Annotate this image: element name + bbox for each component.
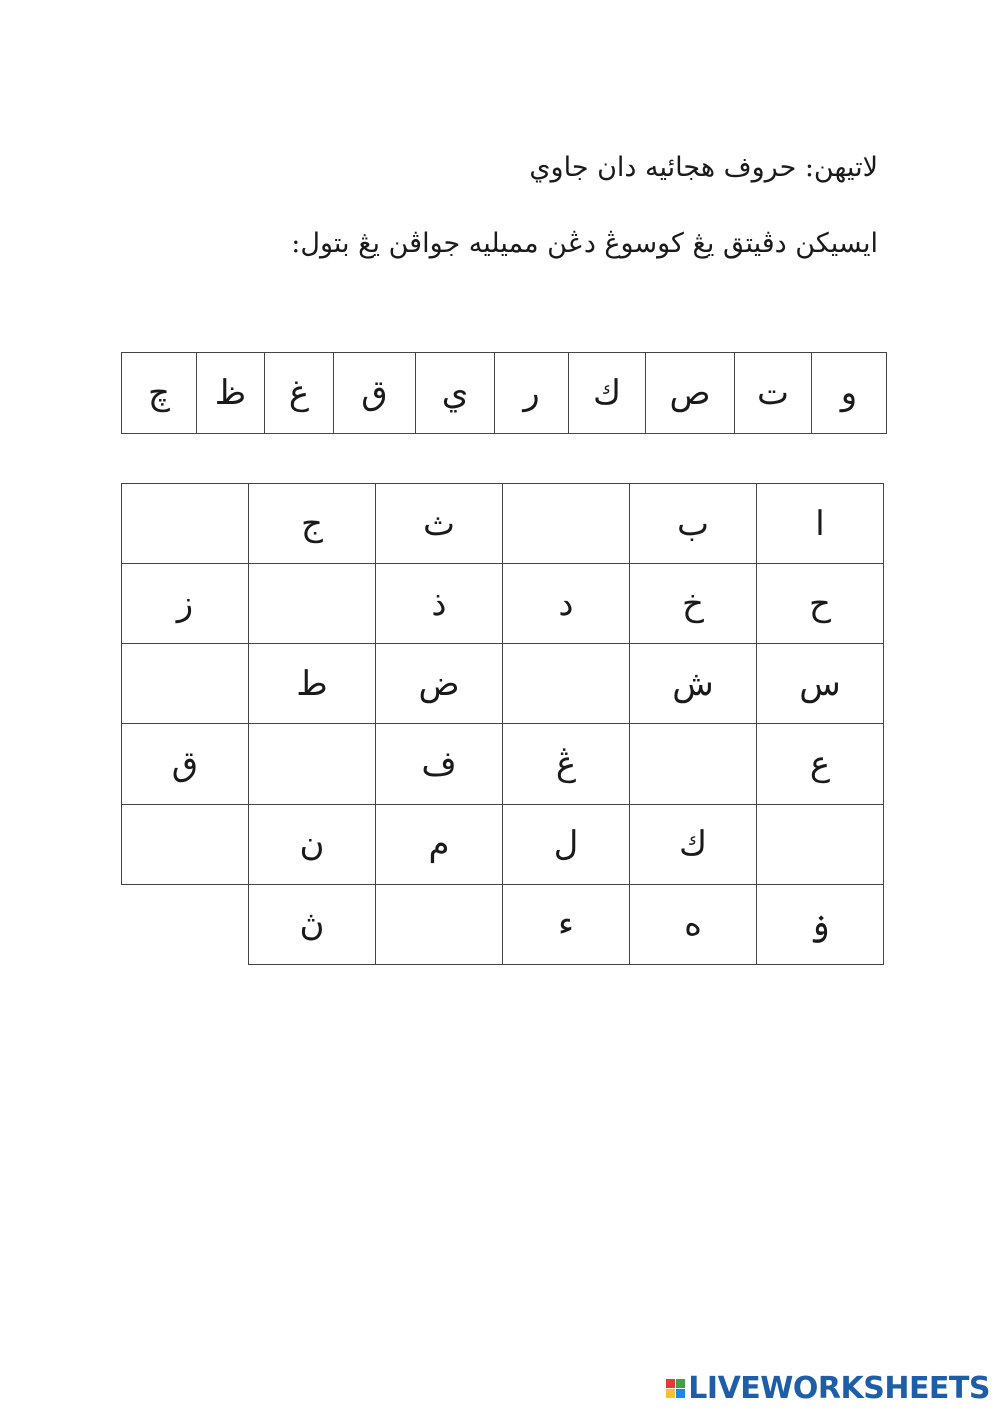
grid-cell: ۏ xyxy=(757,884,884,964)
letter-bank-item[interactable]: ص xyxy=(646,353,735,434)
logo-square xyxy=(676,1379,685,1388)
grid-cell: ل xyxy=(503,804,630,884)
grid-cell: ط xyxy=(249,644,376,724)
letter-grid xyxy=(121,483,884,965)
grid-cell: ب xyxy=(630,484,757,564)
grid-row xyxy=(122,484,884,564)
grid-cell: ح xyxy=(757,564,884,644)
letter-bank-item[interactable]: ت xyxy=(735,353,812,434)
grid-cell: د xyxy=(503,564,630,644)
grid-row xyxy=(122,564,884,644)
grid-cell: ج xyxy=(249,484,376,564)
grid-cell: ڽ xyxy=(249,884,376,964)
grid-cell[interactable] xyxy=(122,644,249,724)
grid-cell: ڠ xyxy=(503,724,630,804)
grid-cell: ث xyxy=(376,484,503,564)
grid-cell[interactable] xyxy=(503,644,630,724)
letter-bank-item[interactable]: ر xyxy=(495,353,569,434)
letter-bank-item[interactable]: غ xyxy=(265,353,334,434)
grid-cell: ء xyxy=(503,884,630,964)
letter-bank-item[interactable]: ك xyxy=(569,353,646,434)
letter-bank-item[interactable]: چ xyxy=(122,353,197,434)
grid-cell[interactable] xyxy=(122,804,249,884)
logo-square xyxy=(666,1389,675,1398)
grid-row xyxy=(122,644,884,724)
grid-cell: خ xyxy=(630,564,757,644)
letter-bank-item[interactable]: و xyxy=(812,353,887,434)
grid-cell[interactable] xyxy=(757,804,884,884)
letter-bank-row xyxy=(122,353,887,434)
grid-cell[interactable] xyxy=(249,724,376,804)
logo-square xyxy=(676,1389,685,1398)
liveworksheets-footer xyxy=(666,1371,990,1405)
worksheet-instruction: ايسيكن دڤيتق يڠ كوسوڠ دڠن مميليه جواڤن يڠ بتول: xyxy=(291,228,878,259)
grid-blank-space xyxy=(122,884,249,964)
grid-cell: ه xyxy=(630,884,757,964)
brand-name: LIVEWORKSHEETS xyxy=(688,1370,990,1406)
grid-cell: ا xyxy=(757,484,884,564)
liveworksheets-logo-icon xyxy=(666,1379,685,1398)
grid-cell[interactable] xyxy=(503,484,630,564)
grid-cell: س xyxy=(757,644,884,724)
worksheet-title: لاتيهن: حروف هجائيه دان جاوي xyxy=(529,152,878,183)
grid-cell: ف xyxy=(376,724,503,804)
grid-row xyxy=(122,884,884,964)
letter-bank xyxy=(121,352,887,434)
grid-cell[interactable] xyxy=(122,484,249,564)
grid-cell: ذ xyxy=(376,564,503,644)
grid-cell[interactable] xyxy=(249,564,376,644)
grid-cell: ن xyxy=(249,804,376,884)
grid-cell: ض xyxy=(376,644,503,724)
letter-bank-item[interactable]: ظ xyxy=(197,353,265,434)
grid-row xyxy=(122,724,884,804)
grid-cell: ز xyxy=(122,564,249,644)
grid-cell: ع xyxy=(757,724,884,804)
grid-cell: م xyxy=(376,804,503,884)
grid-cell: ش xyxy=(630,644,757,724)
logo-square xyxy=(666,1379,675,1388)
grid-cell: ق xyxy=(122,724,249,804)
grid-cell: ك xyxy=(630,804,757,884)
letter-bank-item[interactable]: ق xyxy=(334,353,416,434)
grid-row xyxy=(122,804,884,884)
letter-bank-item[interactable]: ي xyxy=(416,353,495,434)
grid-cell[interactable] xyxy=(630,724,757,804)
grid-cell[interactable] xyxy=(376,884,503,964)
